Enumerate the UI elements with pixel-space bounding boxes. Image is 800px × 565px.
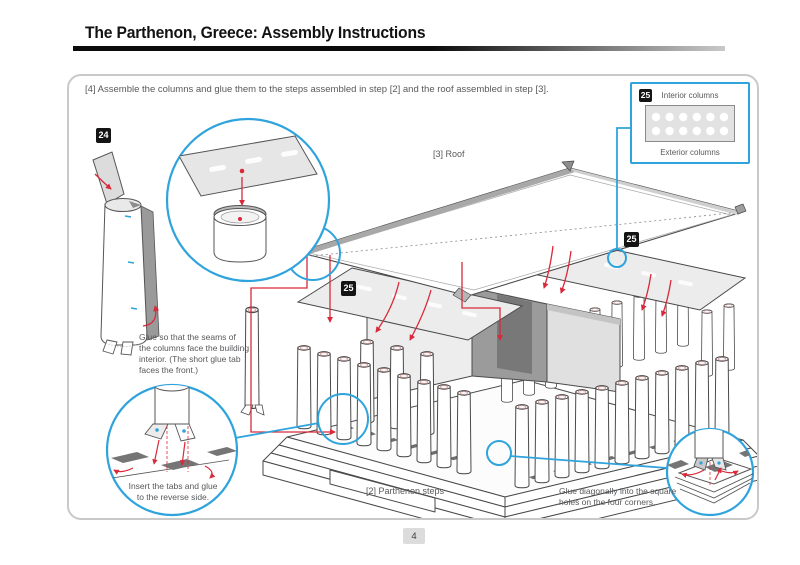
- part-badge-25-left: 25: [341, 281, 356, 296]
- glue-diagonally-caption: Glue diagonally into the square holes on the four corners.: [559, 486, 677, 508]
- column-pattern-diagram: [645, 105, 735, 142]
- step-instruction-text: [4] Assemble the columns and glue them to the steps assembled in step [2] and the roof assembled in step [3].: [85, 84, 549, 95]
- insert-tabs-caption: Insert the tabs and glue to the reverse side.: [128, 481, 218, 503]
- part-badge-25-right: 25: [624, 232, 639, 247]
- title-underline-bar: [73, 46, 725, 51]
- column-pattern-inset-box: [630, 82, 750, 164]
- page-number: 4: [403, 528, 425, 544]
- glue-seams-caption: Glue so that the seams of the columns face the building interior. (The short glue tab faces the front.): [139, 332, 250, 376]
- part-badge-25-inset: 25: [640, 90, 651, 101]
- column-part-24-illustration: [93, 152, 159, 355]
- magnifier-ceiling-detail: [167, 119, 329, 281]
- page-title: The Parthenon, Greece: Assembly Instructions: [85, 24, 426, 42]
- parthenon-steps-label: [2] Parthenon steps: [366, 486, 445, 496]
- part-badge-24: 24: [96, 128, 111, 143]
- interior-columns-label: Interior columns: [661, 91, 719, 100]
- roof-label: [3] Roof: [433, 149, 465, 159]
- exterior-columns-label: Exterior columns: [660, 148, 720, 157]
